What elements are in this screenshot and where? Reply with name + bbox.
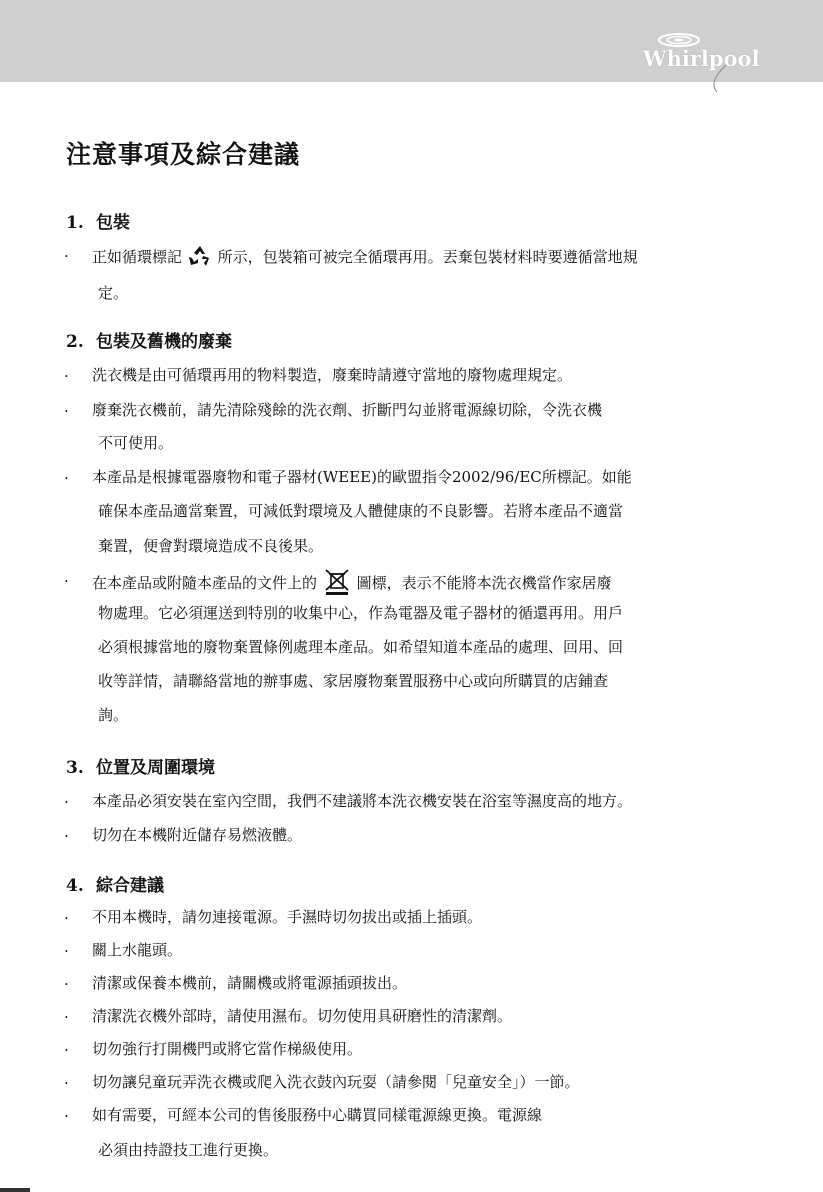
- bullet-mark: ·: [64, 367, 69, 385]
- list-item: 洗衣機是由可循環再用的物料製造，廢棄時請遵守當地的廢物處理規定。: [92, 366, 573, 384]
- list-item: 切勿在本機附近儲存易燃液體。: [92, 826, 303, 844]
- list-item-continuation: 定。: [98, 284, 129, 302]
- list-item-continuation: 物處理。它必須運送到特別的收集中心，作為電器及電子器材的循還再用。用戶: [98, 604, 624, 622]
- bullet-mark: ·: [64, 975, 69, 993]
- section-heading-3: 3. 位置及周圍環境: [66, 758, 215, 778]
- bullet-mark: ·: [64, 1008, 69, 1026]
- bullet-mark: ·: [64, 827, 69, 845]
- page-corner-mark: [0, 1188, 30, 1192]
- list-item: 清潔洗衣機外部時，請使用濕布。切勿使用具研磨性的清潔劑。: [92, 1007, 513, 1025]
- bullet-mark: ·: [64, 1107, 69, 1125]
- list-item: 如有需要，可經本公司的售後服務中心購買同樣電源線更換。電源線: [92, 1106, 543, 1124]
- bullet-mark: ·: [64, 909, 69, 927]
- list-item-continuation: 不可使用。: [98, 434, 174, 452]
- brand-logo-text: Whirlpool: [643, 46, 760, 71]
- list-item: 廢棄洗衣機前，請先清除殘餘的洗衣劑、折斷門勾並將電源線切除，令洗衣機: [92, 401, 603, 419]
- crossed-out-bin-icon: [322, 568, 352, 600]
- section-heading-1: 1. 包裝: [66, 213, 130, 233]
- list-item-continuation: 收等詳情，請聯絡當地的辦事處、家居廢物棄置服務中心或向所購買的店鋪查: [98, 672, 609, 690]
- list-item-continuation: 必須根據當地的廢物棄置條例處理本產品。如希望知道本產品的處理、回用、回: [98, 638, 624, 656]
- list-item-continuation: 詢。: [98, 706, 129, 724]
- list-item: 不用本機時，請勿連接電源。手濕時切勿拔出或插上插頭。: [92, 908, 483, 926]
- list-item: 清潔或保養本機前，請關機或將電源插頭拔出。: [92, 974, 408, 992]
- page-title: 注意事項及綜合建議: [66, 140, 301, 169]
- list-item: 本產品是根據電器廢物和電子器材(WEEE)的歐盟指令2002/96/EC所標記。如能: [92, 468, 632, 486]
- bullet-mark: ·: [64, 469, 69, 487]
- list-item: 切勿強行打開機門或將它當作梯級使用。: [92, 1040, 363, 1058]
- section-heading-4: 4. 綜合建議: [66, 876, 164, 896]
- bullet-mark: ·: [64, 247, 69, 265]
- list-item: 在本產品或附隨本產品的文件上的 圖標，表示不能將本洗衣機當作家居廢: [92, 568, 612, 600]
- bullet-mark: ·: [64, 942, 69, 960]
- list-item-continuation: 確保本產品適當棄置，可減低對環境及人體健康的不良影響。若將本產品不適當: [98, 502, 624, 520]
- list-item: 正如循環標記 所示，包裝箱可被完全循環再用。丟棄包裝材料時要遵循當地規: [92, 244, 638, 272]
- list-item-continuation: 棄置，便會對環境造成不良後果。: [98, 537, 324, 555]
- bullet-mark: ·: [64, 572, 69, 590]
- list-item-continuation: 必須由持證技工進行更換。: [98, 1141, 279, 1159]
- bullet-mark: ·: [64, 402, 69, 420]
- list-item: 切勿讓兒童玩弄洗衣機或爬入洗衣鼓內玩耍（請參閱「兒童安全」）一節。: [92, 1073, 580, 1091]
- list-item: 關上水龍頭。: [92, 941, 183, 959]
- bullet-mark: ·: [64, 1074, 69, 1092]
- brand-logo: [637, 22, 767, 94]
- recycle-icon: [187, 244, 213, 272]
- bullet-mark: ·: [64, 793, 69, 811]
- bullet-mark: ·: [64, 1041, 69, 1059]
- section-heading-2: 2. 包裝及舊機的廢棄: [66, 332, 232, 352]
- list-item: 本產品必須安裝在室內空間，我們不建議將本洗衣機安裝在浴室等濕度高的地方。: [92, 792, 633, 810]
